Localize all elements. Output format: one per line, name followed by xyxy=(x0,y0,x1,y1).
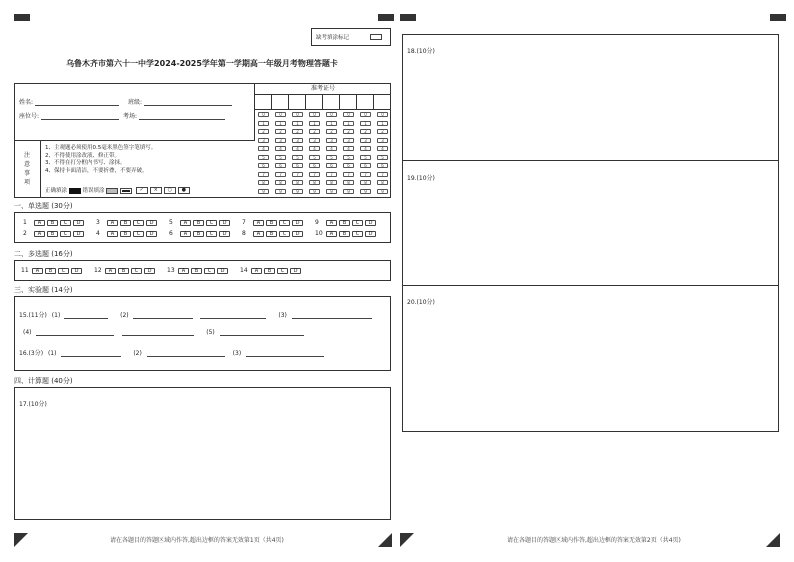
registration-mark-top-center-left xyxy=(378,14,394,21)
option-bubble[interactable]: A xyxy=(34,231,45,237)
q16-part-2-label: (2) xyxy=(133,350,142,357)
option-bubble[interactable]: B xyxy=(193,220,204,226)
admission-digit-bubble[interactable]: 8 xyxy=(360,180,371,185)
option-bubble[interactable]: A xyxy=(178,268,189,274)
admission-digit-bubble[interactable]: 4 xyxy=(292,146,303,151)
admission-digit-bubble[interactable]: 1 xyxy=(292,121,303,126)
q15-part-3-label: (3) xyxy=(278,312,287,319)
admission-digit-bubble[interactable]: 9 xyxy=(343,189,354,194)
question-number: 6 xyxy=(169,230,173,237)
room-label: 考场: xyxy=(123,113,138,120)
option-bubble[interactable]: C xyxy=(60,231,71,237)
question-13 xyxy=(167,267,230,274)
admission-digit-bubble[interactable]: 5 xyxy=(292,155,303,160)
admission-digit-bubble[interactable]: 4 xyxy=(275,146,286,151)
multi-choice-box xyxy=(14,260,391,281)
admission-digit-bubble[interactable]: 6 xyxy=(326,163,337,168)
option-bubble[interactable]: B xyxy=(266,220,277,226)
option-bubble[interactable]: A xyxy=(251,268,262,274)
option-bubble[interactable]: C xyxy=(60,220,71,226)
notice-item: 4、保持卡面清洁，不要折叠，不要弄破。 xyxy=(45,167,148,174)
admission-write-cell[interactable] xyxy=(289,95,306,109)
admission-write-cell[interactable] xyxy=(255,95,272,109)
q17-answer-box[interactable] xyxy=(14,387,391,520)
notice-list xyxy=(45,145,156,175)
wrong-fill-mark: ○ xyxy=(164,187,176,194)
option-bubble[interactable]: D xyxy=(146,220,157,226)
question-4 xyxy=(96,230,159,237)
admission-digit-bubble[interactable]: 5 xyxy=(258,155,269,160)
admission-digit-bubble[interactable]: 1 xyxy=(326,121,337,126)
right-answer-area xyxy=(402,34,779,432)
option-bubble[interactable]: C xyxy=(279,220,290,226)
admission-digit-bubble[interactable]: 1 xyxy=(309,121,320,126)
admission-digit-bubble[interactable]: 2 xyxy=(275,129,286,134)
admission-digit-bubble[interactable]: 3 xyxy=(258,138,269,143)
option-bubble[interactable]: B xyxy=(47,220,58,226)
admission-digit-bubble[interactable]: 4 xyxy=(309,146,320,151)
wrong-fill-mark: × xyxy=(150,187,162,194)
admission-grid xyxy=(255,84,391,197)
admission-digit-bubble[interactable]: 7 xyxy=(309,172,320,177)
q16-part-3-label: (3) xyxy=(232,350,242,357)
option-bubble[interactable]: B xyxy=(118,268,129,274)
admission-digit-bubble[interactable]: 7 xyxy=(377,172,388,177)
admission-digit-bubble[interactable]: 0 xyxy=(360,112,371,117)
class-label: 班级: xyxy=(128,99,143,106)
option-bubble[interactable]: D xyxy=(146,231,157,237)
option-bubble[interactable]: C xyxy=(277,268,288,274)
missing-exam-label: 缺考填涂标记 xyxy=(316,35,350,41)
admission-digit-bubble[interactable]: 5 xyxy=(377,155,388,160)
option-bubble[interactable]: B xyxy=(264,268,275,274)
question-number: 1 xyxy=(23,219,27,226)
option-bubble[interactable]: C xyxy=(58,268,69,274)
q16-part-1-label: (1) xyxy=(47,350,57,357)
question-number: 11 xyxy=(21,267,29,274)
question-11 xyxy=(21,267,84,274)
section-single-title: 一、单选题 (30分) xyxy=(14,202,73,210)
admission-digit-bubble[interactable]: 7 xyxy=(326,172,337,177)
option-bubble[interactable]: D xyxy=(219,220,230,226)
q15-part-4-field-a[interactable] xyxy=(36,329,114,336)
option-bubble[interactable]: B xyxy=(193,231,204,237)
registration-mark-top-center-right xyxy=(400,14,416,21)
fill-example-row xyxy=(45,186,190,194)
option-bubble[interactable]: A xyxy=(326,231,337,237)
admission-digit-bubble[interactable]: 4 xyxy=(377,146,388,151)
admission-digit-bubble[interactable]: 8 xyxy=(326,180,337,185)
q15-part-5-field[interactable] xyxy=(220,329,304,336)
corner-triangle-bottom-center-left xyxy=(378,533,392,547)
question-number: 8 xyxy=(242,230,246,237)
admission-digit-bubble[interactable]: 2 xyxy=(360,129,371,134)
option-bubble[interactable]: C xyxy=(204,268,215,274)
option-bubble[interactable]: B xyxy=(191,268,202,274)
option-bubble[interactable]: D xyxy=(73,220,84,226)
admission-digit-bubble[interactable]: 5 xyxy=(343,155,354,160)
q16-label: 16.(3分) xyxy=(19,350,44,357)
admission-digit-bubble[interactable]: 8 xyxy=(275,180,286,185)
admission-digit-bubble[interactable]: 9 xyxy=(258,189,269,194)
option-bubble[interactable]: D xyxy=(219,231,230,237)
q15-part-1-field[interactable] xyxy=(64,312,108,319)
question-2 xyxy=(23,230,86,237)
q15-part-3-field[interactable] xyxy=(292,312,372,319)
option-bubble[interactable]: B xyxy=(120,220,131,226)
admission-bubbles xyxy=(255,110,391,196)
q15-label: 15.(11分) xyxy=(19,312,47,319)
q16-part-2-field[interactable] xyxy=(147,350,225,357)
question-number: 2 xyxy=(23,230,27,237)
admission-digit-bubble[interactable]: 4 xyxy=(343,146,354,151)
admission-digit-bubble[interactable]: 0 xyxy=(292,112,303,117)
q15-row-2 xyxy=(23,329,304,336)
notice-item: 2、不得使用涂改液、修正带。 xyxy=(45,152,121,159)
admission-digit-bubble[interactable]: 2 xyxy=(309,129,320,134)
option-bubble[interactable]: D xyxy=(73,231,84,237)
admission-digit-bubble[interactable]: 3 xyxy=(343,138,354,143)
wrong-fill-mark: ● xyxy=(178,187,190,194)
admission-digit-bubble[interactable]: 3 xyxy=(326,138,337,143)
question-number: 3 xyxy=(96,219,100,226)
name-label: 姓名: xyxy=(19,99,34,106)
admission-digit-bubble[interactable]: 6 xyxy=(258,163,269,168)
question-12 xyxy=(94,267,157,274)
name-field[interactable] xyxy=(35,99,119,106)
admission-digit-bubble[interactable]: 4 xyxy=(360,146,371,151)
question-3 xyxy=(96,219,159,226)
info-box xyxy=(14,83,391,198)
admission-digit-bubble[interactable]: 1 xyxy=(377,121,388,126)
admission-digit-bubble[interactable]: 3 xyxy=(360,138,371,143)
q19-answer-box[interactable] xyxy=(403,161,778,286)
wrong-fill-mark: ✓ xyxy=(136,187,148,194)
wrong-fill-light xyxy=(106,188,118,194)
admission-digit-bubble[interactable]: 6 xyxy=(275,163,286,168)
option-bubble[interactable]: A xyxy=(107,220,118,226)
notice-label-char: 事 xyxy=(24,170,31,177)
admission-digit-bubble[interactable]: 8 xyxy=(343,180,354,185)
admission-digit-bubble[interactable]: 9 xyxy=(377,189,388,194)
q16-part-3-field[interactable] xyxy=(246,350,324,357)
missing-exam-box xyxy=(311,28,391,46)
notice-item: 1、主观题必须使用0.5毫米黑色签字笔填写。 xyxy=(45,145,157,151)
class-row xyxy=(128,97,232,106)
question-7 xyxy=(242,219,305,226)
option-bubble[interactable]: B xyxy=(45,268,56,274)
admission-digit-bubble[interactable]: 6 xyxy=(292,163,303,168)
admission-digit-bubble[interactable]: 8 xyxy=(377,180,388,185)
notice-label xyxy=(24,151,30,187)
q15-row-1 xyxy=(19,310,372,319)
question-9 xyxy=(315,219,378,226)
admission-write-cell[interactable] xyxy=(374,95,391,109)
admission-digit-bubble[interactable]: 8 xyxy=(258,180,269,185)
option-bubble[interactable]: A xyxy=(105,268,116,274)
question-14 xyxy=(240,267,303,274)
admission-digit-bubble[interactable]: 1 xyxy=(360,121,371,126)
admission-digit-bubble[interactable]: 0 xyxy=(258,112,269,117)
admission-digit-bubble[interactable]: 0 xyxy=(309,112,320,117)
q15-part-2-field-b[interactable] xyxy=(200,312,266,319)
admission-digit-bubble[interactable]: 6 xyxy=(360,163,371,168)
corner-triangle-bottom-center-right xyxy=(400,533,414,547)
q15-part-4-field-b[interactable] xyxy=(122,329,194,336)
option-bubble[interactable]: A xyxy=(326,220,337,226)
room-field[interactable] xyxy=(139,113,225,120)
q15-part-2-field-a[interactable] xyxy=(133,312,193,319)
admission-write-cells xyxy=(255,95,391,110)
admission-digit-bubble[interactable]: 7 xyxy=(343,172,354,177)
notice-label-char: 意 xyxy=(24,161,31,168)
option-bubble[interactable]: A xyxy=(253,231,264,237)
question-8 xyxy=(242,230,305,237)
notice-label-char: 注 xyxy=(24,152,31,159)
section-multi-title: 二、多选题 (16分) xyxy=(14,250,73,258)
q16-row xyxy=(19,348,324,357)
corner-triangle-bottom-right xyxy=(766,533,780,547)
q19-label: 19.(10分) xyxy=(407,175,435,182)
admission-digit-bubble[interactable]: 2 xyxy=(292,129,303,134)
admission-digit-bubble[interactable]: 9 xyxy=(326,189,337,194)
q18-answer-box[interactable] xyxy=(403,35,778,161)
admission-digit-bubble[interactable]: 6 xyxy=(343,163,354,168)
registration-mark-top-right xyxy=(770,14,786,21)
admission-digit-bubble[interactable]: 6 xyxy=(377,163,388,168)
admission-digit-bubble[interactable]: 8 xyxy=(292,180,303,185)
option-bubble[interactable]: A xyxy=(34,220,45,226)
admission-digit-bubble[interactable]: 9 xyxy=(275,189,286,194)
question-number: 9 xyxy=(315,219,319,226)
admission-digit-bubble[interactable]: 8 xyxy=(309,180,320,185)
q20-label: 20.(10分) xyxy=(407,299,435,306)
question-number: 5 xyxy=(169,219,173,226)
admission-digit-bubble[interactable]: 6 xyxy=(309,163,320,168)
option-bubble[interactable]: C xyxy=(131,268,142,274)
question-6 xyxy=(169,230,232,237)
option-bubble[interactable]: D xyxy=(365,220,376,226)
registration-mark-top-left xyxy=(14,14,30,21)
option-bubble[interactable]: C xyxy=(133,220,144,226)
q16-part-1-field[interactable] xyxy=(61,350,121,357)
q15-part-2-label: (2) xyxy=(120,312,129,319)
missing-exam-bubble[interactable] xyxy=(370,34,382,40)
footer-right: 请在各题目的答题区域内作答,超出边框的答案无效第2页（共4页) xyxy=(507,537,681,544)
question-number: 10 xyxy=(315,230,323,237)
admission-digit-bubble[interactable]: 7 xyxy=(360,172,371,177)
question-number: 7 xyxy=(242,219,246,226)
q15-part-4-label: (4) xyxy=(23,329,32,336)
class-field[interactable] xyxy=(144,99,232,106)
admission-digit-bubble[interactable]: 7 xyxy=(275,172,286,177)
q18-label: 18.(10分) xyxy=(407,48,435,55)
option-bubble[interactable]: D xyxy=(217,268,228,274)
admission-digit-bubble[interactable]: 7 xyxy=(292,172,303,177)
option-bubble[interactable]: B xyxy=(120,231,131,237)
section-experiment-title: 三、实验题 (14分) xyxy=(14,286,73,294)
admission-digit-bubble[interactable]: 3 xyxy=(377,138,388,143)
correct-fill-label: 正确填涂 xyxy=(45,188,68,194)
question-5 xyxy=(169,219,232,226)
option-bubble[interactable]: D xyxy=(292,220,303,226)
admission-digit-bubble[interactable]: 3 xyxy=(292,138,303,143)
experiment-box xyxy=(14,296,391,371)
option-bubble[interactable]: C xyxy=(206,231,217,237)
admission-digit-bubble[interactable]: 0 xyxy=(377,112,388,117)
corner-triangle-bottom-left xyxy=(14,533,28,547)
admission-write-cell[interactable] xyxy=(357,95,374,109)
option-bubble[interactable]: D xyxy=(365,231,376,237)
q17-label: 17.(10分) xyxy=(19,401,47,408)
question-1 xyxy=(23,219,86,226)
admission-digit-bubble[interactable]: 9 xyxy=(292,189,303,194)
room-row xyxy=(123,111,225,120)
admission-digit-bubble[interactable]: 9 xyxy=(309,189,320,194)
admission-digit-bubble[interactable]: 3 xyxy=(309,138,320,143)
admission-digit-bubble[interactable]: 2 xyxy=(377,129,388,134)
notice-item: 3、不得在打分框内书写、涂抹。 xyxy=(45,160,126,166)
admission-digit-bubble[interactable]: 2 xyxy=(343,129,354,134)
option-bubble[interactable]: D xyxy=(144,268,155,274)
admission-digit-bubble[interactable]: 4 xyxy=(258,146,269,151)
admission-write-cell[interactable] xyxy=(272,95,289,109)
section-calc-title: 四、计算题 (40分) xyxy=(14,377,73,385)
question-10 xyxy=(315,230,378,237)
option-bubble[interactable]: B xyxy=(339,220,350,226)
admission-digit-bubble[interactable]: 4 xyxy=(326,146,337,151)
admission-digit-bubble[interactable]: 2 xyxy=(326,129,337,134)
student-info xyxy=(15,84,255,141)
admission-write-cell[interactable] xyxy=(306,95,323,109)
q15-part-5-label: (5) xyxy=(206,329,215,336)
name-row xyxy=(19,97,119,106)
admission-write-cell[interactable] xyxy=(340,95,357,109)
option-bubble[interactable]: B xyxy=(339,231,350,237)
notice-label-char: 项 xyxy=(24,179,31,186)
admission-digit-bubble[interactable]: 2 xyxy=(258,129,269,134)
admission-digit-bubble[interactable]: 3 xyxy=(275,138,286,143)
option-bubble[interactable]: C xyxy=(352,220,363,226)
admission-digit-bubble[interactable]: 1 xyxy=(343,121,354,126)
question-number: 13 xyxy=(167,267,175,274)
option-bubble[interactable]: C xyxy=(352,231,363,237)
admission-digit-bubble[interactable]: 0 xyxy=(326,112,337,117)
notice-label-cell xyxy=(15,141,41,197)
option-bubble[interactable]: B xyxy=(266,231,277,237)
admission-digit-bubble[interactable]: 9 xyxy=(360,189,371,194)
admission-digit-bubble[interactable]: 1 xyxy=(275,121,286,126)
admission-digit-bubble[interactable]: 0 xyxy=(275,112,286,117)
option-bubble[interactable]: C xyxy=(133,231,144,237)
wrong-fill-dash xyxy=(120,188,132,194)
correct-fill-example xyxy=(69,188,81,194)
footer-left: 请在各题目的答题区域内作答,超出边框的答案无效第1页（共4页) xyxy=(110,537,284,544)
single-choice-box xyxy=(14,212,391,243)
option-bubble[interactable]: D xyxy=(292,231,303,237)
option-bubble[interactable]: C xyxy=(206,220,217,226)
seat-field[interactable] xyxy=(41,113,119,120)
question-number: 4 xyxy=(96,230,100,237)
option-bubble[interactable]: C xyxy=(279,231,290,237)
q20-answer-box[interactable] xyxy=(403,286,778,431)
option-bubble[interactable]: D xyxy=(71,268,82,274)
admission-digit-bubble[interactable]: 7 xyxy=(258,172,269,177)
seat-row xyxy=(19,111,119,120)
page-title: 乌鲁木齐市第六十一中学2024-2025学年第一学期高一年级月考物理答题卡 xyxy=(66,59,338,68)
admission-digit-bubble[interactable]: 5 xyxy=(360,155,371,160)
option-bubble[interactable]: A xyxy=(253,220,264,226)
option-bubble[interactable]: D xyxy=(290,268,301,274)
admission-label: 准考证号 xyxy=(255,84,391,95)
option-bubble[interactable]: A xyxy=(32,268,43,274)
question-number: 12 xyxy=(94,267,102,274)
seat-label: 座位号: xyxy=(19,113,40,120)
option-bubble[interactable]: A xyxy=(180,231,191,237)
admission-write-cell[interactable] xyxy=(323,95,340,109)
option-bubble[interactable]: A xyxy=(180,220,191,226)
option-bubble[interactable]: B xyxy=(47,231,58,237)
admission-digit-bubble[interactable]: 0 xyxy=(343,112,354,117)
wrong-fill-label: 错误填涂 xyxy=(82,188,105,194)
admission-digit-bubble[interactable]: 1 xyxy=(258,121,269,126)
question-number: 14 xyxy=(240,267,248,274)
admission-digit-bubble[interactable]: 5 xyxy=(326,155,337,160)
admission-digit-bubble[interactable]: 5 xyxy=(309,155,320,160)
option-bubble[interactable]: A xyxy=(107,231,118,237)
admission-digit-bubble[interactable]: 5 xyxy=(275,155,286,160)
q15-part-1-label: (1) xyxy=(51,312,61,319)
